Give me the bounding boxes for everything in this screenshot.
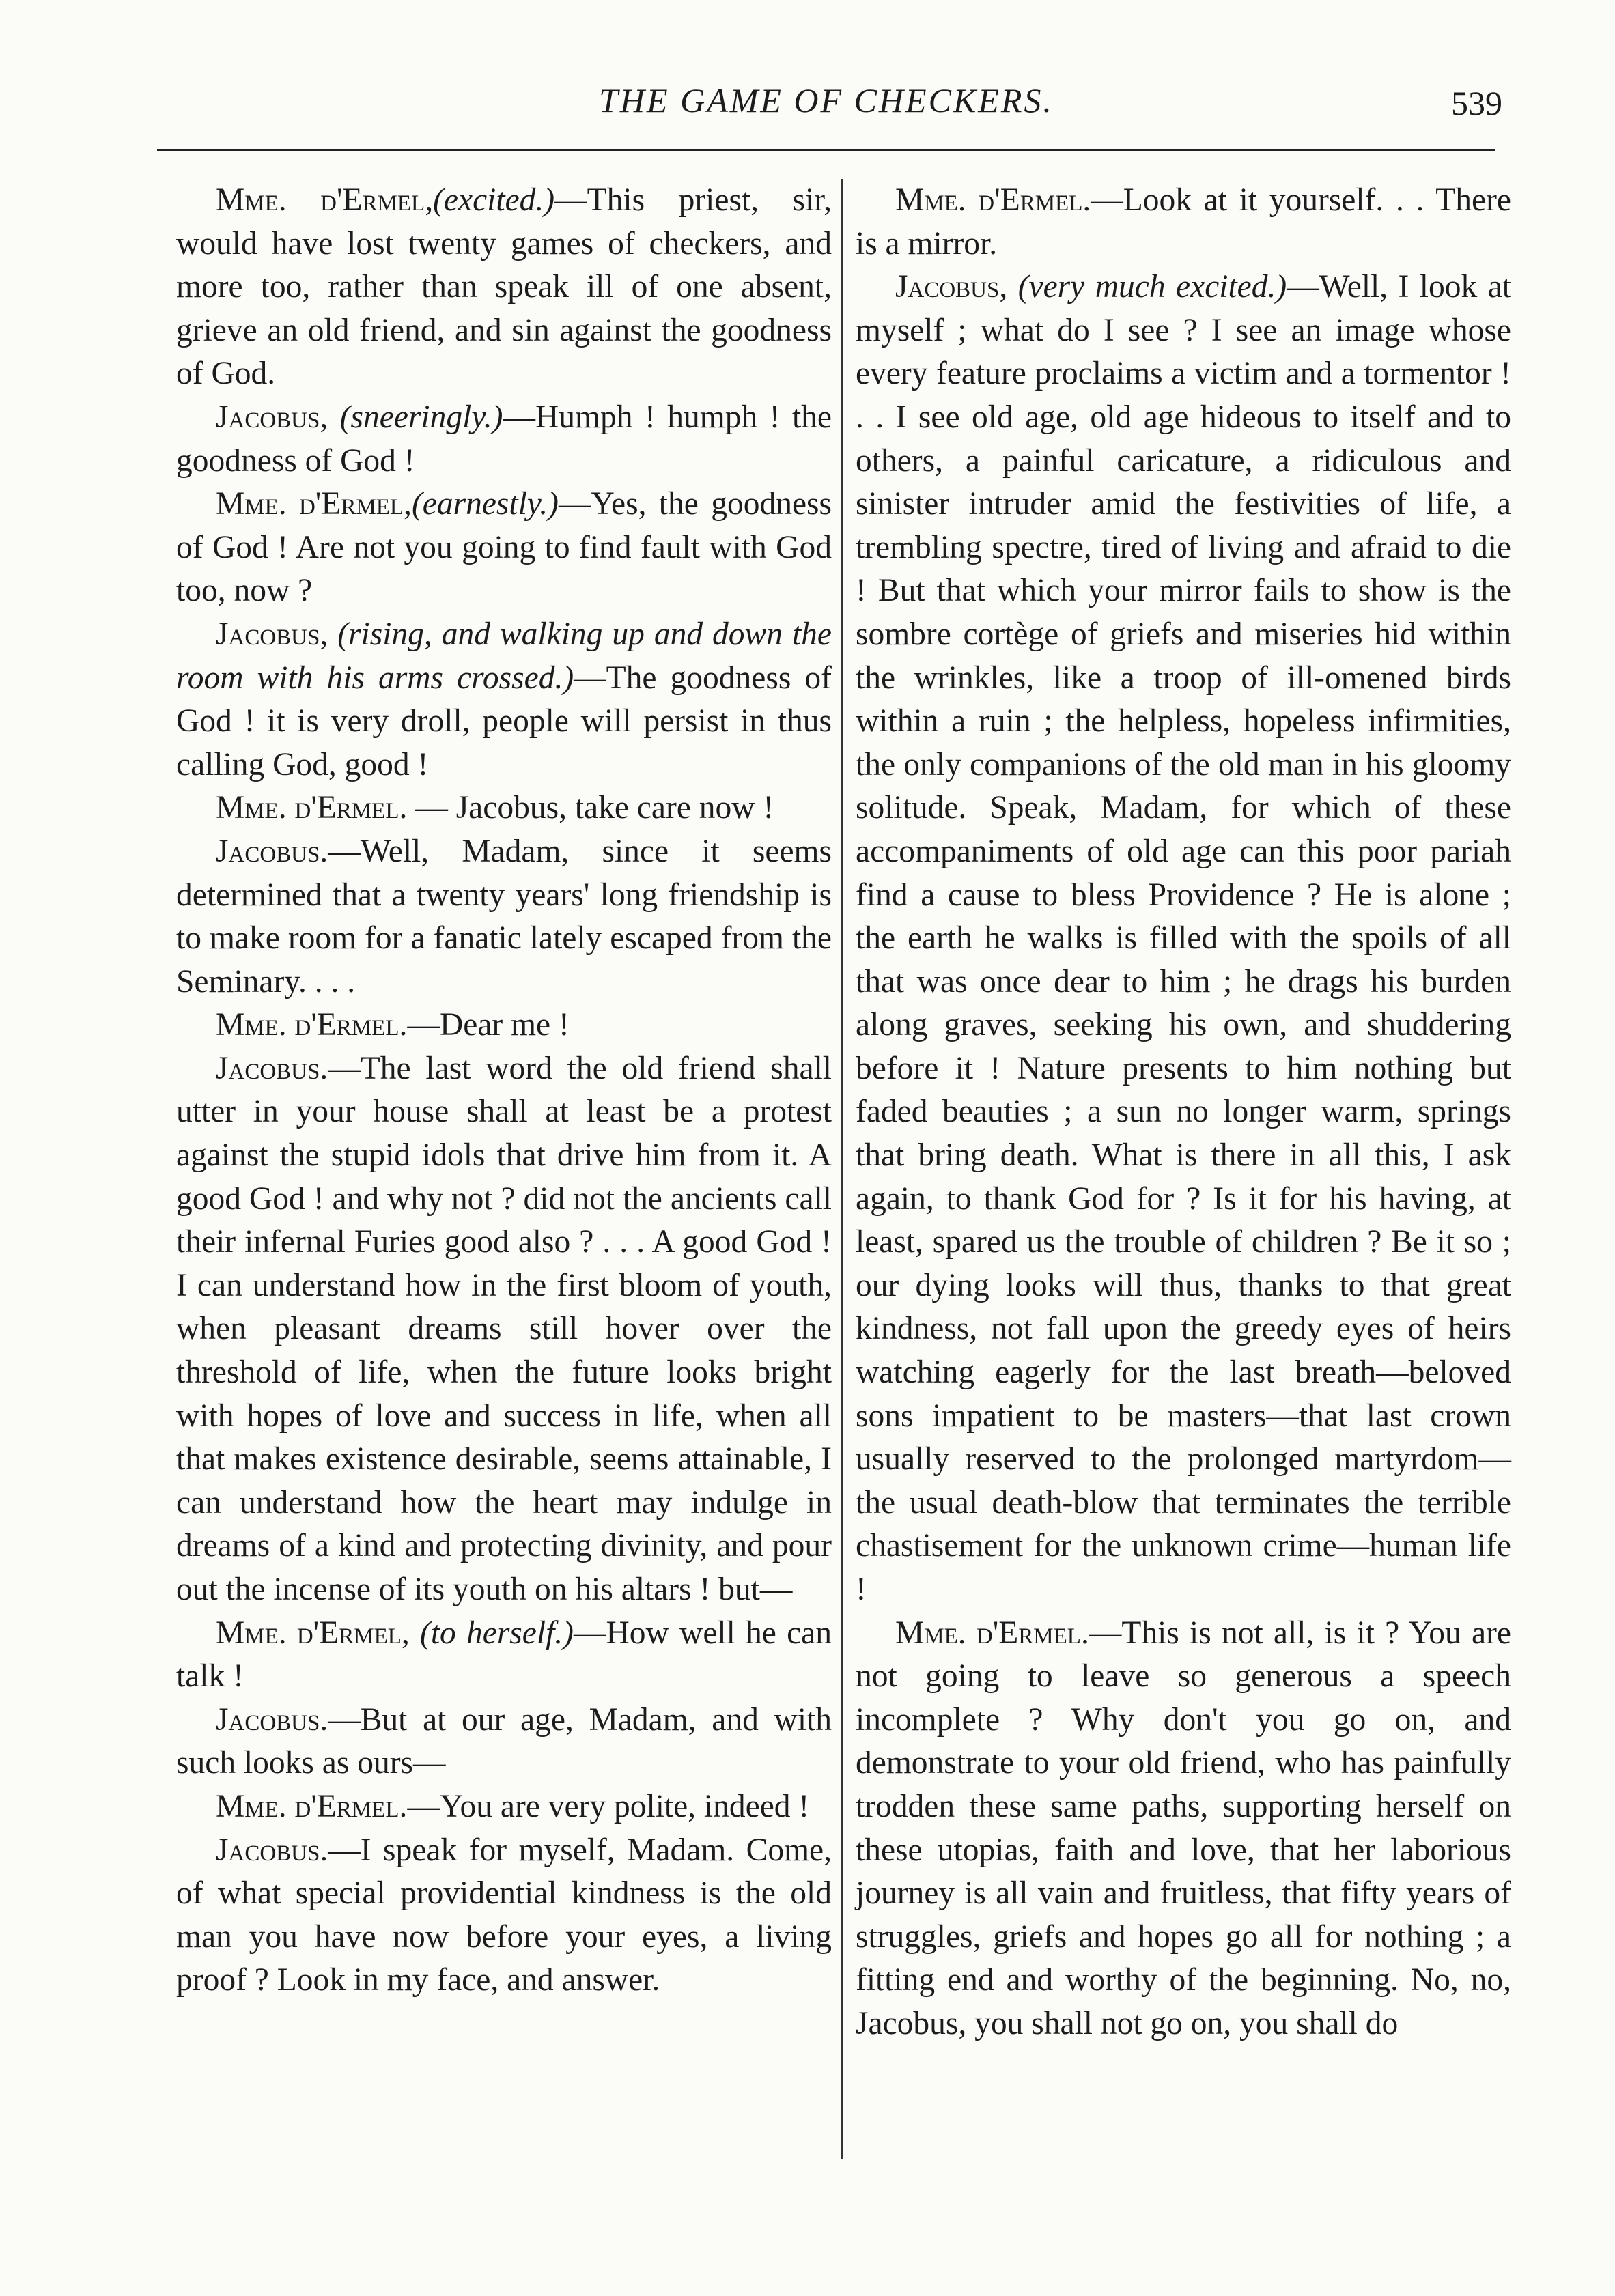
dialogue-paragraph — [176, 1829, 832, 2002]
dialogue-paragraph — [176, 1047, 832, 1612]
stage-direction: (to herself.) — [420, 1615, 574, 1651]
speaker-name: Jacobus. — [216, 833, 328, 869]
stage-direction: (excited.) — [433, 182, 555, 218]
speaker-name: Mme. d'Ermel, — [216, 182, 434, 218]
dialogue-text: — Jacobus, take care now ! — [407, 790, 774, 826]
stage-direction: (earnestly.) — [411, 486, 559, 522]
speaker-name: Jacobus, — [216, 399, 328, 435]
speaker-name: Mme. d'Ermel, — [216, 1615, 410, 1651]
header-rule — [157, 149, 1495, 151]
dialogue-paragraph — [856, 266, 1511, 1611]
dialogue-text: —Look at it yourself. . . There is a mirror. — [856, 182, 1511, 261]
speaker-name: Jacobus, — [895, 269, 1008, 305]
dialogue-text: —Well, Madam, since it seems determined that a twenty years' long friendship is to make room for a fanatic lately escaped from the Seminary. . . . — [176, 833, 832, 1000]
dialogue-text: —The goodness of God ! it is very droll, people will persist in thus calling God, good ! — [176, 660, 832, 782]
speaker-name: Jacobus. — [216, 1832, 328, 1868]
speaker-name: Jacobus. — [216, 1701, 328, 1738]
dialogue-text: —But at our age, Madam, and with such looks as ours— — [176, 1701, 832, 1781]
dialogue-text: —Well, I look at myself ; what do I see ? I see an image whose every feature proclaims a victim and a tormentor ! . . I see old age, old age hideous to itself and to others, a painful caricature, a ridiculous and sinister intruder amid the festivities of life, a trembling spectre, tired of living and afraid to die ! But that which your mirror fails to show is the sombre cortège of griefs and miseries hid within the wrinkles, like a troop of ill-omened birds within a ruin ; the helpless, hopeless infirmities, the only companions of the old man in his gloomy solitude. Speak, Madam, for which of these accompaniments of old age can this poor pariah find a cause to bless Providence ? He is alone ; the earth he walks is filled with the spoils of all that was once dear to him ; he drags his burden along graves, seeking his own, and shuddering before it ! Nature presents to him nothing but faded beauties ; a sun no longer warm, springs that bring death. What is there in all this, I ask again, to thank God for ? Is it for his having, at least, spared us the trouble of children ? Be it so ; our dying looks will thus, thanks to that great kindness, not fall upon the greedy eyes of heirs watching eagerly for the last breath—beloved sons impatient to be masters—that last crown usually reserved to the prolonged martyrdom—the usual death-blow that terminates the terrible chastisement for the unknown crime—human life ! — [856, 269, 1511, 1607]
running-title: THE GAME OF CHECKERS. — [599, 81, 1054, 119]
dialogue-paragraph — [176, 1612, 832, 1699]
dialogue-paragraph — [176, 830, 832, 1004]
dialogue-text: —How well he can talk ! — [176, 1615, 832, 1695]
dialogue-paragraph — [176, 396, 832, 483]
speaker-name: Mme. d'Ermel. — [216, 790, 408, 826]
column-divider — [841, 179, 843, 2159]
dialogue-text: —This priest, sir, would have lost twenty games of checkers, and more too, rather than speak ill of one absent, grieve an old friend, and sin against the goodness of God. — [176, 182, 832, 392]
dialogue-paragraph — [856, 179, 1511, 266]
dialogue-text: —This is not all, is it ? You are not going to leave so generous a speech incomplete ? Why don't you go on, and demonstrate to your old friend, who has painfully trodden these same paths, supporting herself on these utopias, faith and love, that her laborious journey is all vain and fruitless, that fifty years of struggles, griefs and hopes go all for nothing ; a fitting end and worthy of the beginning. No, no, Jacobus, you shall not go on, you shall do — [856, 1615, 1512, 2041]
dialogue-paragraph — [176, 1785, 832, 1829]
running-header — [157, 81, 1502, 142]
page-number: 539 — [1451, 84, 1502, 122]
dialogue-text: —Humph ! humph ! the goodness of God ! — [176, 399, 832, 479]
dialogue-paragraph — [176, 613, 832, 786]
left-column — [176, 179, 832, 2002]
speaker-name: Mme. d'Ermel. — [216, 1007, 408, 1043]
dialogue-text: —I speak for myself, Madam. Come, of what special providential kindness is the old man you have now before your eyes, a living proof ? Look in my face, and answer. — [176, 1832, 832, 1998]
dialogue-paragraph — [176, 1004, 832, 1047]
speaker-name: Mme. d'Ermel. — [895, 182, 1091, 218]
dialogue-paragraph — [856, 1612, 1511, 2046]
dialogue-paragraph — [176, 786, 832, 830]
dialogue-text: —Yes, the goodness of God ! Are not you going to find fault with God too, now ? — [176, 486, 832, 609]
stage-direction: (sneeringly.) — [339, 399, 503, 435]
dialogue-paragraph — [176, 1699, 832, 1785]
speaker-name: Mme. d'Ermel. — [216, 1788, 408, 1824]
dialogue-text: —You are very polite, indeed ! — [407, 1788, 810, 1824]
speaker-name: Mme. d'Ermel, — [216, 486, 412, 522]
stage-direction: (rising, and walking up and down the room with his arms crossed.) — [176, 616, 832, 696]
speaker-name: Mme. d'Ermel. — [895, 1615, 1089, 1651]
stage-direction: (very much excited.) — [1017, 269, 1287, 305]
right-column — [856, 179, 1511, 2046]
dialogue-text: —Dear me ! — [407, 1007, 570, 1043]
dialogue-paragraph — [176, 483, 832, 613]
speaker-name: Jacobus, — [216, 616, 328, 652]
dialogue-text: —The last word the old friend shall utter in your house shall at least be a protest against the stupid idols that drive him from it. A good God ! and why not ? did not the ancients call their infernal Furies good also ? . . . A good God ! I can understand how in the first bloom of youth, when pleasant dreams still hover over the threshold of life, when the future looks bright with hopes of love and success in life, when all that makes existence desirable, seems attainable, I can understand how the heart may indulge in dreams of a kind and protecting divinity, and pour out the incense of its youth on his altars ! but— — [176, 1050, 832, 1607]
speaker-name: Jacobus. — [216, 1050, 328, 1086]
dialogue-paragraph — [176, 179, 832, 396]
